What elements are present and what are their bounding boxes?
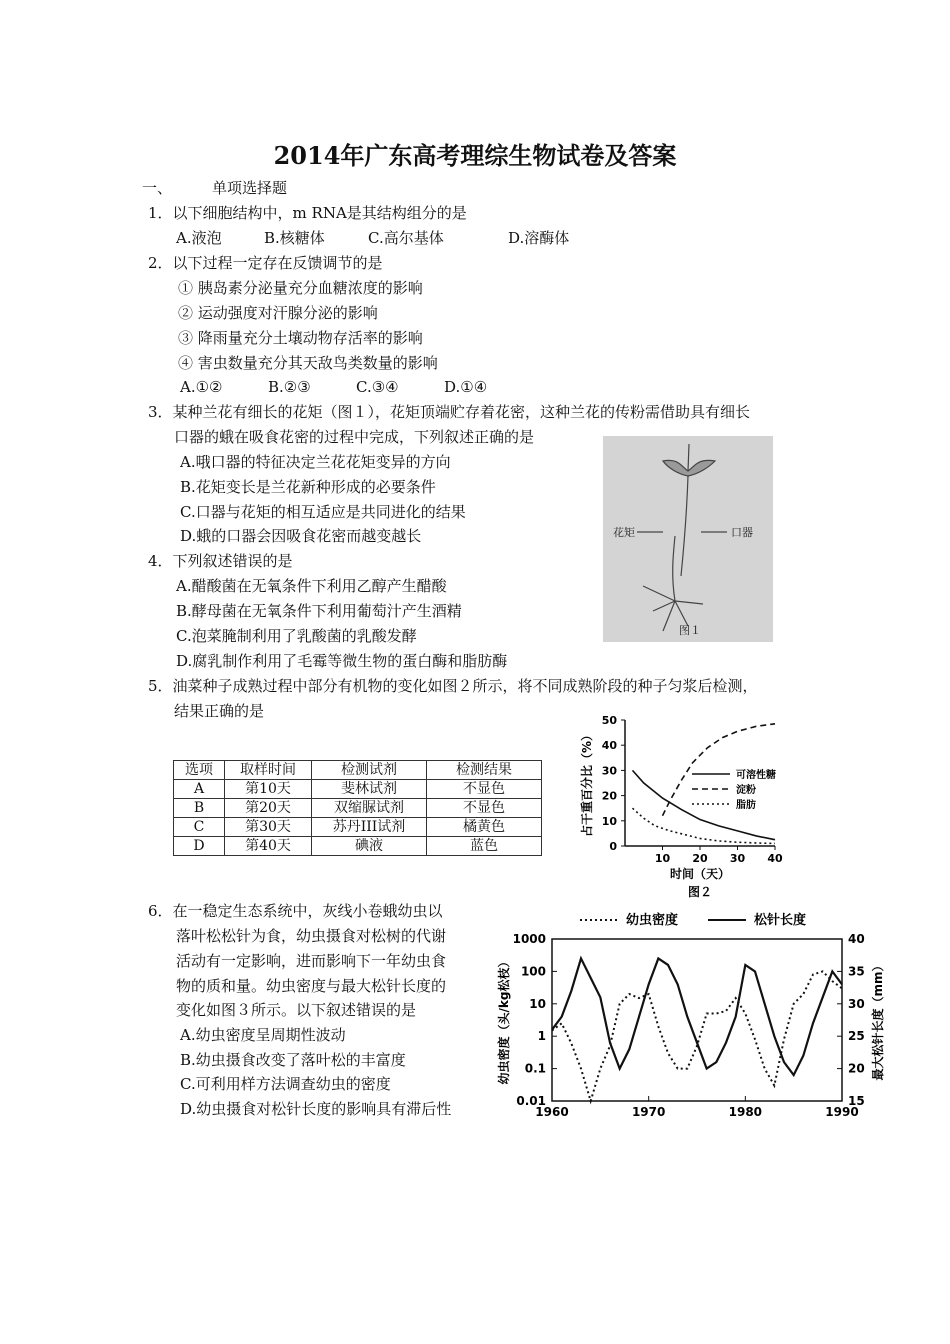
- fig1-spur-label: 花矩: [613, 526, 635, 539]
- table-cell: 不显色: [427, 780, 542, 799]
- q2-option: C.③④: [356, 378, 399, 396]
- figure-2-chart: [570, 708, 810, 900]
- q3-option: C.口器与花矩的相互适应是共同进化的结果: [180, 503, 466, 521]
- y-tick-label: 100: [520, 964, 546, 979]
- orchid-moth-drawing: [603, 436, 773, 642]
- table-cell: 不显色: [427, 799, 542, 818]
- table-header-cell: 选项: [174, 761, 225, 780]
- page-title: 2014年广东高考理综生物试卷及答案: [273, 141, 677, 170]
- legend-label: 淀粉: [736, 785, 756, 796]
- y2-tick-label: 25: [848, 1029, 865, 1044]
- x-axis-label: 时间（天）: [669, 867, 731, 881]
- x-tick-label: 20: [692, 852, 708, 865]
- y-tick-label: 1: [537, 1029, 546, 1044]
- series-line: [552, 958, 842, 1075]
- x-tick-label: 10: [654, 852, 671, 865]
- q2-item: ① 胰岛素分泌量充分血糖浓度的影响: [178, 279, 423, 297]
- q3-option: D.蛾的口器会因吸食花密而越变越长: [180, 527, 422, 545]
- q4-option: B.酵母菌在无氧条件下利用葡萄汁产生酒精: [176, 602, 462, 620]
- q6-stem-cont: 变化如图３所示。以下叙述错误的是: [176, 1001, 417, 1019]
- q1-option: B.核糖体: [264, 229, 325, 247]
- y-tick-label: 0.01: [516, 1094, 546, 1108]
- q2-stem: 2．以下过程一定存在反馈调节的是: [148, 254, 383, 272]
- x-tick-label: 30: [729, 852, 746, 865]
- y-tick-label: 50: [601, 714, 617, 727]
- table-cell: A: [174, 780, 225, 799]
- q3-option: B.花矩变长是兰花新种形成的必要条件: [180, 478, 436, 496]
- x-tick-label: 1970: [631, 1105, 666, 1119]
- q4-stem: 4．下列叙述错误的是: [148, 552, 293, 570]
- table-cell: 第10天: [225, 780, 312, 799]
- section-label: 单项选择题: [212, 179, 288, 197]
- q1-option: A.液泡: [176, 229, 222, 247]
- q5-results-table: [173, 760, 542, 856]
- y-tick-label: 0.1: [524, 1061, 546, 1076]
- y-axis-label: 占干重百分比（%）: [580, 728, 594, 838]
- q1-stem: 1．以下细胞结构中，m RNA是其结构组分的是: [148, 204, 467, 222]
- legend-label: 幼虫密度: [626, 913, 679, 928]
- table-cell: 碘液: [312, 837, 427, 856]
- table-cell: C: [174, 818, 225, 837]
- x-tick-label: 40: [767, 852, 783, 865]
- q6-stem-cont: 活动有一定影响，进而影响下一年幼虫食: [176, 952, 447, 970]
- plot-frame: [552, 939, 842, 1101]
- fig1-mouthpart-label: 口器: [731, 526, 753, 539]
- q2-item: ② 运动强度对汗腺分泌的影响: [178, 304, 378, 322]
- y2-tick-label: 35: [848, 964, 865, 979]
- table-row: [174, 818, 542, 837]
- table-cell: 蓝色: [427, 837, 542, 856]
- series-line: [633, 808, 776, 843]
- y-tick-label: 30: [601, 764, 617, 778]
- table-header-cell: 检测结果: [427, 761, 542, 780]
- q6-stem-cont: 落叶松松针为食，幼虫摄食对松树的代谢: [176, 927, 447, 945]
- figure-3-chart: [490, 904, 900, 1126]
- q6-stem-cont: 物的质和量。幼虫密度与最大松针长度的: [176, 977, 447, 995]
- table-cell: 双缩脲试剂: [312, 799, 427, 818]
- y-tick-label: 10: [601, 814, 617, 828]
- q2-option: A.①②: [180, 378, 223, 396]
- table-row: [174, 799, 542, 818]
- fig1-caption: 图１: [679, 624, 701, 637]
- q2-option: D.①④: [444, 378, 488, 396]
- table-cell: 第30天: [225, 818, 312, 837]
- q6-option: B.幼虫摄食改变了落叶松的丰富度: [180, 1051, 406, 1069]
- q5-stem-cont: 结果正确的是: [174, 702, 265, 720]
- q3-stem: 3．某种兰花有细长的花矩（图１），花矩顶端贮存着花密，这种兰花的传粉需借助具有细长: [148, 403, 751, 421]
- y-axis-label: 幼虫密度（头/kg松枝）: [497, 955, 511, 1085]
- q2-option: B.②③: [268, 378, 311, 396]
- table-header-row: [174, 761, 542, 780]
- table-cell: 橘黄色: [427, 818, 542, 837]
- table-row: [174, 780, 542, 799]
- q2-item: ③ 降雨量充分土壤动物存活率的影响: [178, 329, 423, 347]
- q2-item: ④ 害虫数量充分其天敌鸟类数量的影响: [178, 354, 438, 372]
- y2-axis-label: 最大松针长度（mm）: [871, 959, 885, 1081]
- figure-1-orchid-moth: [603, 436, 773, 642]
- q4-option: C.泡菜腌制利用了乳酸菌的乳酸发酵: [176, 627, 417, 645]
- y2-tick-label: 15: [848, 1094, 865, 1108]
- q1-option: C.高尔基体: [368, 229, 444, 247]
- table-cell: 斐林试剂: [312, 780, 427, 799]
- table-cell: 第40天: [225, 837, 312, 856]
- table-cell: 第20天: [225, 799, 312, 818]
- q5-stem: 5．油菜种子成熟过程中部分有机物的变化如图２所示，将不同成熟阶段的种子匀浆后检测，: [148, 677, 758, 695]
- legend-label: 可溶性糖: [736, 770, 776, 781]
- table-cell: B: [174, 799, 225, 818]
- y-tick-label: 40: [601, 739, 617, 753]
- series-line: [552, 971, 842, 1101]
- table-cell: D: [174, 837, 225, 856]
- y-tick-label: 10: [529, 996, 546, 1011]
- y-tick-label: 20: [601, 789, 617, 803]
- x-tick-label: 1980: [728, 1105, 763, 1119]
- section-number: 一、: [142, 179, 173, 197]
- q6-option: D.幼虫摄食对松针长度的影响具有滞后性: [180, 1100, 452, 1118]
- y-tick-label: 0: [609, 840, 617, 853]
- q3-option: A.哦口器的特征决定兰花花矩变异的方向: [180, 453, 451, 471]
- legend-label: 脂肪: [736, 800, 756, 811]
- q6-option: A.幼虫密度呈周期性波动: [180, 1026, 346, 1044]
- y-tick-label: 1000: [512, 932, 546, 946]
- y2-tick-label: 30: [848, 996, 865, 1011]
- q6-stem: 6．在一稳定生态系统中，灰线小卷蛾幼虫以: [148, 902, 443, 920]
- table-header-cell: 取样时间: [225, 761, 312, 780]
- figure-caption: 图２: [687, 885, 713, 899]
- q6-option: C.可利用样方法调查幼虫的密度: [180, 1075, 391, 1093]
- table-header-cell: 检测试剂: [312, 761, 427, 780]
- q4-option: A.醋酸菌在无氧条件下利用乙醇产生醋酸: [176, 577, 447, 595]
- x-tick-label: 1960: [535, 1105, 569, 1119]
- legend-label: 松针长度: [754, 913, 807, 928]
- table-row: [174, 837, 542, 856]
- y2-tick-label: 40: [848, 932, 865, 946]
- x-tick-label: 1990: [825, 1105, 859, 1119]
- q3-stem-cont: 口器的蛾在吸食花密的过程中完成，下列叙述正确的是: [174, 428, 535, 446]
- table-cell: 苏丹III试剂: [312, 818, 427, 837]
- q1-option: D.溶酶体: [508, 229, 570, 247]
- y2-tick-label: 20: [848, 1061, 865, 1076]
- q4-option: D.腐乳制作利用了毛霉等微生物的蛋白酶和脂肪酶: [176, 652, 508, 670]
